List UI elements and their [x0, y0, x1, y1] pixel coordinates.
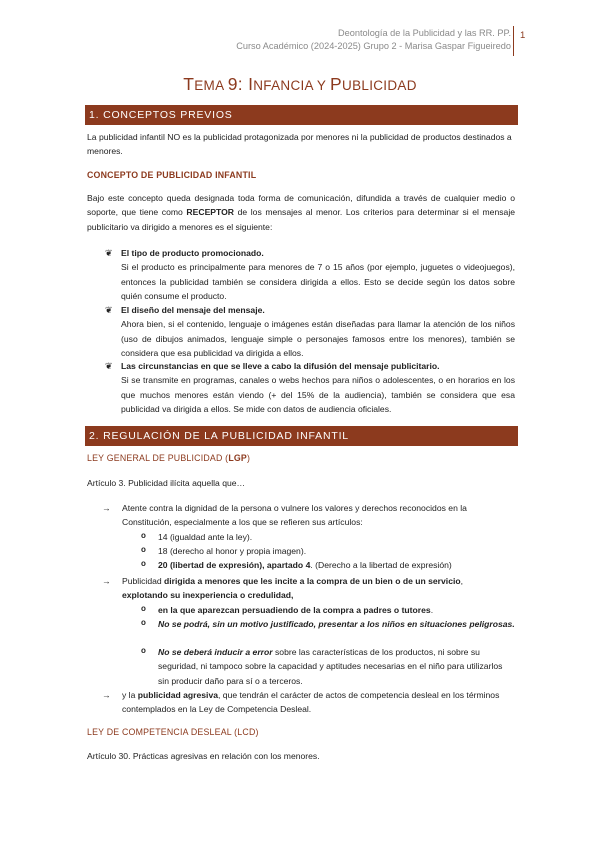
- circle-bullet-icon: o: [141, 531, 146, 540]
- article-item: o 18 (derecho al honor y propia imagen).: [141, 545, 307, 556]
- subheading-lgp: LEY GENERAL DE PUBLICIDAD (LGP): [87, 453, 251, 463]
- minor-rule-item: o en la que aparezcan persuadiendo de la compra a padres o tutores.: [141, 604, 434, 615]
- criterion-item: ❦ El tipo de producto promocionado. Si el producto es principalmente para menores de 7 o 15 años (por ejemplo, juguetes o videojuegos), entonces la publicidad también se considera dirigida a ellos. Esto se decide según los datos sobre quién consume el producto.: [105, 248, 515, 302]
- minor-rule-item: o No se deberá inducir a error sobre las características de los productos, ni sobre su seguridad, ni tampoco sobre la capacidad y aptitudes necesarias en el niño para utilizarlos sin producir daño para sí o a terceros.: [141, 646, 503, 686]
- page-number: 1: [520, 30, 526, 41]
- illicit-item: → Atente contra la dignidad de la persona o vulnere los valores y derechos reconocidos en la Constitución, especialmente a los que se refieren sus artículos:: [102, 503, 467, 528]
- section-heading-1: 1. CONCEPTOS PREVIOS: [85, 105, 518, 125]
- arrow-right-icon: →: [102, 576, 111, 586]
- arrow-right-icon: →: [102, 690, 111, 700]
- criterion-item: ❦ El diseño del mensaje del mensaje. Ahora bien, si el contenido, lenguaje o imágenes están diseñadas para llamar la atención de los niños (uso de dibujos animados, lenguaje simple o personajes famosos entre los menores), también se considera que esa publicidad va dirigida a ellos.: [105, 305, 515, 359]
- fleuron-bullet-icon: ❦: [105, 248, 113, 258]
- concept-paragraph: Bajo este concepto queda designada toda forma de comunicación, difundida a través de cualquier medio o soporte, que tiene como RECEPTOR de los mensajes al menor. Los criterios para determinar si el mensaje publicitario va dirigido a menores es el siguiente:: [87, 193, 516, 232]
- criterion-item: ❦ Las circunstancias en que se lleve a cabo la difusión del mensaje publicitario. Si se transmite en programas, canales o webs hechos para niños o adolescentes, o en horarios en los que muchos menores están viendo (+ del 15% de la audiencia), también se considera que esa publicidad va dirigida a ellos. Se mide con datos de audiencia oficiales.: [105, 361, 515, 415]
- article-item: o 20 (libertad de expresión), apartado 4. (Derecho a la libertad de expresión): [141, 559, 452, 570]
- page-title: TEMA 9: INFANCIA Y PUBLICIDAD: [183, 74, 417, 94]
- subheading-lcd: LEY DE COMPETENCIA DESLEAL (LCD): [87, 727, 259, 737]
- circle-bullet-icon: o: [141, 604, 146, 613]
- circle-bullet-icon: o: [141, 618, 146, 627]
- header-course-info: Curso Académico (2024-2025) Grupo 2 - Marisa Gaspar Figueiredo: [236, 41, 511, 51]
- article-3-label: Artículo 3. Publicidad ilícita aquella que…: [87, 478, 246, 488]
- illicit-item: → y la publicidad agresiva, que tendrán el carácter de actos de competencia desleal en los términos contemplados en la Ley de Competencia Desleal.: [102, 690, 500, 715]
- article-30-label: Artículo 30. Prácticas agresivas en relación con los menores.: [87, 751, 320, 761]
- arrow-right-icon: →: [102, 503, 111, 513]
- intro-paragraph: La publicidad infantil NO es la publicidad protagonizada por menores ni la publicidad de productos destinados a menores.: [87, 132, 512, 157]
- fleuron-bullet-icon: ❦: [105, 361, 113, 371]
- circle-bullet-icon: o: [141, 646, 146, 655]
- header-course-title: Deontología de la Publicidad y las RR. PP.: [338, 28, 511, 38]
- header-divider: [513, 26, 514, 56]
- subheading-concept: CONCEPTO DE PUBLICIDAD INFANTIL: [87, 170, 257, 180]
- article-item: o 14 (igualdad ante la ley).: [141, 531, 253, 542]
- section-heading-2: 2. REGULACIÓN DE LA PUBLICIDAD INFANTIL: [85, 426, 518, 446]
- running-header: [236, 27, 511, 53]
- circle-bullet-icon: o: [141, 545, 146, 554]
- minor-rule-item: o No se podrá, sin un motivo justificado, presentar a los niños en situaciones peligrosas.: [141, 618, 515, 629]
- fleuron-bullet-icon: ❦: [105, 305, 113, 315]
- illicit-item: → Publicidad dirigida a menores que les incite a la compra de un bien o de un servicio, explotando su inexperiencia o credulidad,: [102, 576, 464, 601]
- circle-bullet-icon: o: [141, 559, 146, 568]
